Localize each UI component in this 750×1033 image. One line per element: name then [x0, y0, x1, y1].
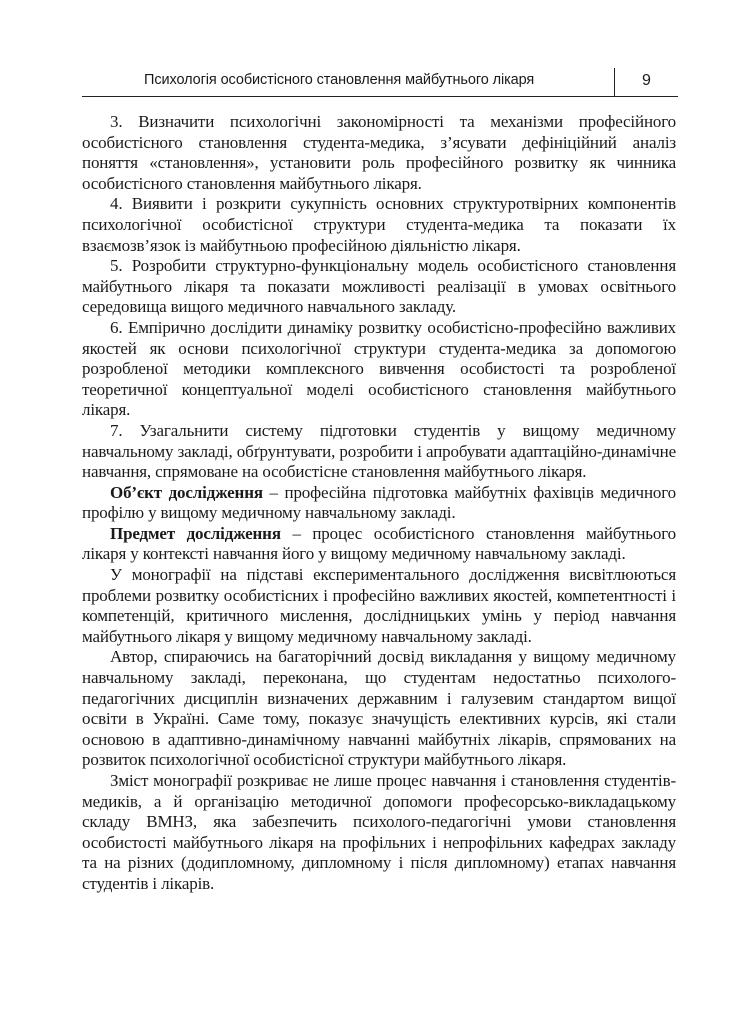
- paragraph-monograph-scope: У монографії на підставі експериментального дослідження висвітлюються проблеми розвитку особистісних і професійно важливих якостей, компетентності і компетенцій, критичного мислення, дослідницьких умінь у період навчання майбутнього лікаря у вищому медичному навчальному закладі.: [82, 565, 676, 646]
- paragraph-task-5: 5. Розробити структурно-функціональну модель особистісного становлення майбутнього лікаря та показати можливості реалізації в умовах освітнього середовища вищого медичного навчального закладу.: [82, 256, 676, 317]
- paragraph-task-6: 6. Емпірично дослідити динаміку розвитку особистісно-професійно важливих якостей як основи психологічної структури студента-медика за допомогою розробленої методики комплексного вивчення особистості та розробленої теоретичної концептуальної моделі особистісного становлення майбутнього лікаря.: [82, 317, 676, 420]
- header-divider: [614, 68, 615, 96]
- paragraph-research-object: Об’єкт дослідження – професійна підготовка майбутніх фахівців медичного профілю у вищому медичному навчальному закладі.: [82, 482, 677, 523]
- paragraph-monograph-content: Зміст монографії розкриває не лише процес навчання і становлення студентів-медиків, а й організацію методичної допомоги професорсько-викладацькому складу ВМНЗ, яка забезпечить психолого-педагогічні умови становлення особистості майбутнього лікаря на профільних і непрофільних кафедрах закладу та на різних (додипломному, дипломному і після дипломному) етапах навчання студентів і лікарів.: [82, 771, 676, 893]
- paragraph-task-3: 3. Визначити психологічні закономірності та механізми професійного особистісного становлення студента-медика, з’ясувати дефініційний аналіз поняття «становлення», установити роль професійного розвитку як чинника особистісного становлення майбутнього лікаря.: [82, 112, 676, 193]
- running-header-title: Психологія особистісного становлення майбутнього лікаря: [144, 72, 535, 88]
- page-number: 9: [642, 72, 651, 89]
- body-text: [82, 112, 676, 895]
- research-subject-label: Предмет дослідження: [110, 523, 281, 543]
- running-header: [82, 68, 678, 102]
- header-rule: [82, 96, 678, 97]
- paragraph-author-position: Автор, спираючись на багаторічний досвід викладання у вищому медичному навчальному закладі, переконана, що студентам недостатньо психолого-педагогічних дисциплін визначених державним і галузевим стандартом вищої освіти в Україні. Саме тому, показує значущість елективних курсів, які стали основою в адаптивно-динамічному навчанні майбутніх лікарів, спрямованих на розвиток психологічної особистісної структури майбутнього лікаря.: [82, 647, 676, 770]
- paragraph-research-subject: Предмет дослідження – процес особистісного становлення майбутнього лікаря у контексті навчання його у вищому медичному навчальному закладі.: [82, 523, 676, 564]
- research-object-label: Об’єкт дослідження: [110, 482, 263, 502]
- paragraph-task-7: 7. Узагальнити систему підготовки студентів у вищому медичному навчальному закладі, обґрунтувати, розробити і апробувати адаптаційно-динамічне навчання, спрямоване на особистісне становлення майбутнього лікаря.: [82, 420, 676, 482]
- paragraph-task-4: 4. Виявити і розкрити сукупність основних структуротвірних компонентів психологічної особистісної структури студента-медика та показати їх взаємозв’язок із майбутньою професійною діяльністю лікаря.: [82, 194, 676, 255]
